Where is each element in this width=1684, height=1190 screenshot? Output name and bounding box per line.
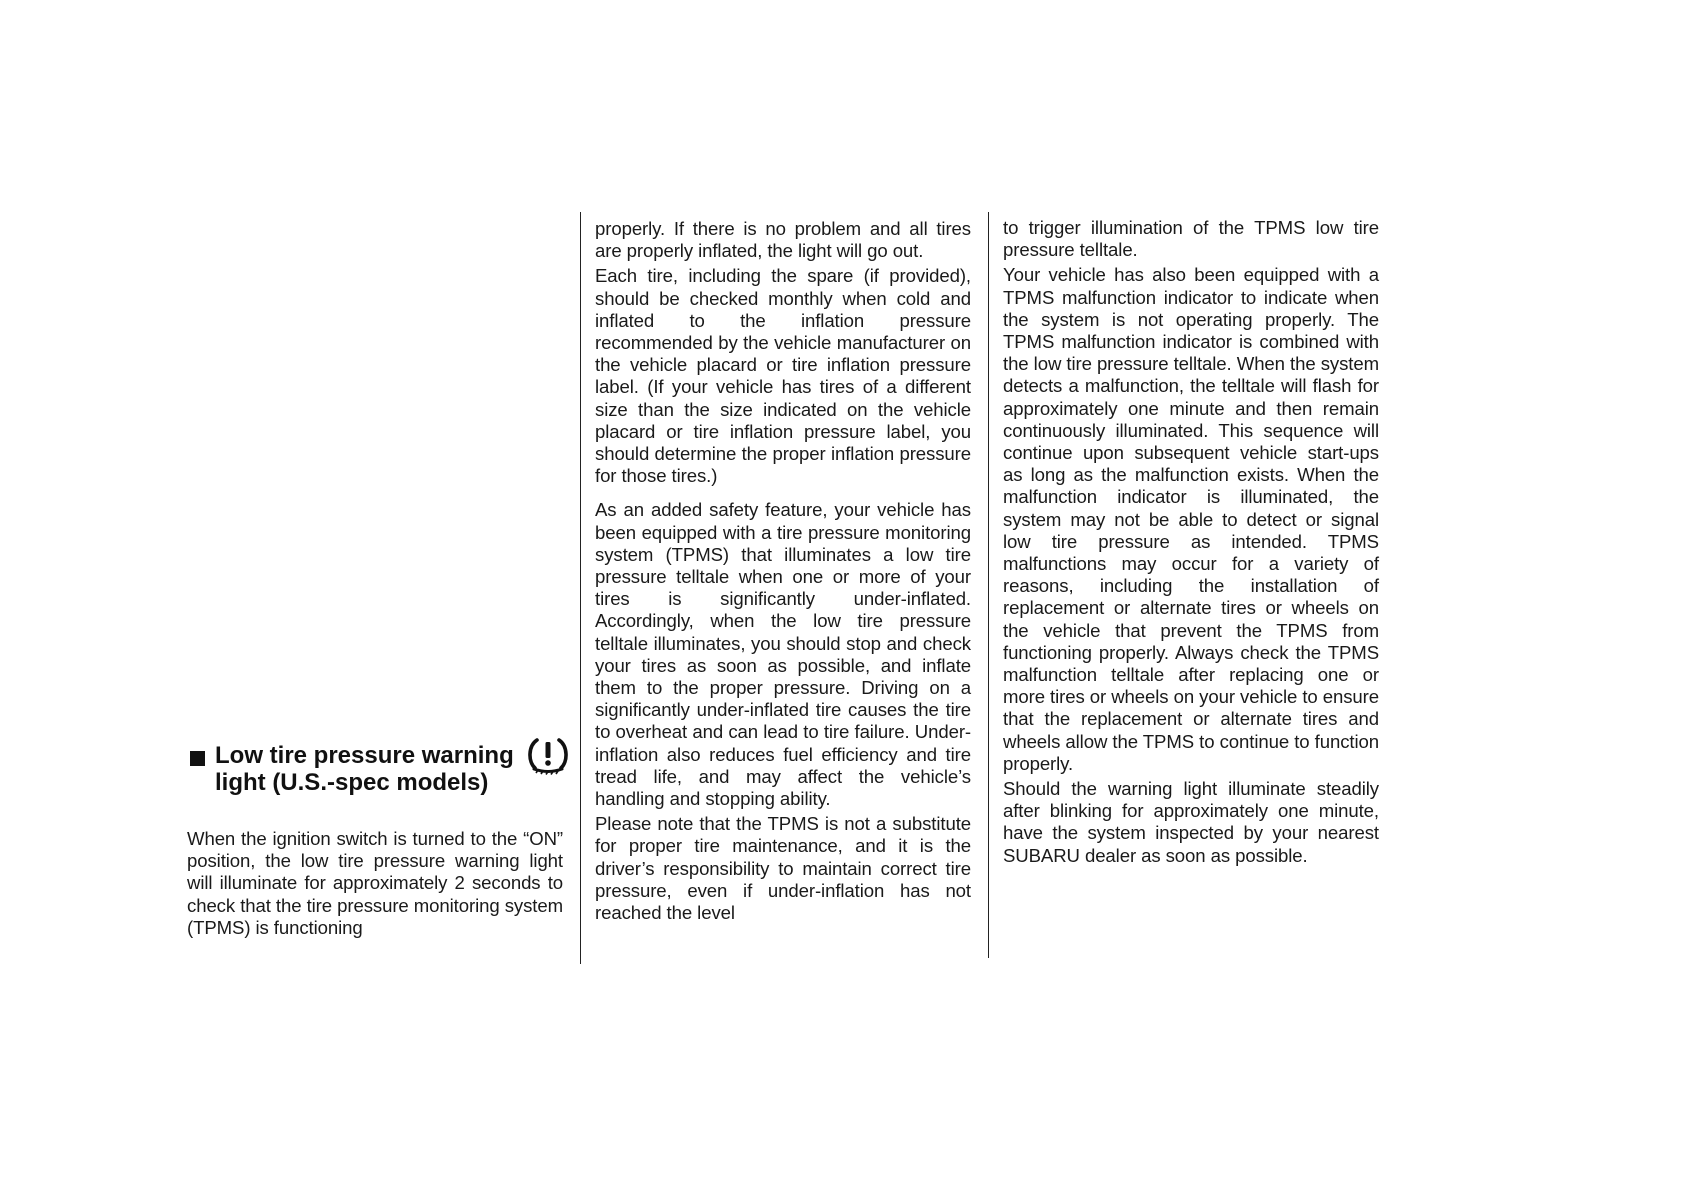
paragraph: properly. If there is no problem and all tires are properly inflated, the light will go out. bbox=[595, 218, 971, 262]
paragraph: As an added safety feature, your vehicle has been equipped with a tire pressure monitoring system (TPMS) that illuminates a low tire pressure telltale when one or more of your tires is significantly under-inflated. Accordingly, when the low tire pressure telltale illuminates, you should stop and check your tires as soon as possible, and inflate them to the proper pressure. Driving on a significantly under-inflated tire causes the tire to overheat and can lead to tire failure. Under-inflation also reduces fuel efficiency and tire tread life, and may affect the vehicle’s handling and stopping ability. bbox=[595, 499, 971, 810]
column-middle bbox=[595, 218, 971, 924]
heading-title: Low tire pressure warning light (U.S.-spec models) bbox=[215, 742, 514, 796]
column-divider-right bbox=[988, 212, 989, 958]
column-left bbox=[187, 828, 563, 939]
paragraph: Should the warning light illuminate steadily after blinking for approximately one minute, have the system inspected by your nearest SUBARU dealer as soon as possible. bbox=[1003, 778, 1379, 866]
paragraph: Your vehicle has also been equipped with a TPMS malfunction indicator to indicate when the system is not operating properly. The TPMS malfunction indicator is combined with the low tire pressure telltale. When the system detects a malfunction, the telltale will flash for approximately one minute and then remain continuously illuminated. This sequence will continue upon subsequent vehicle start-ups as long as the malfunction exists. When the malfunction indicator is illuminated, the system may not be able to detect or signal low tire pressure as intended. TPMS malfunctions may occur for a variety of reasons, including the installation of replacement or alternate tires or wheels on the vehicle that prevent the TPMS from functioning properly. Always check the TPMS malfunction telltale after replacing one or more tires or wheels on your vehicle to ensure that the replacement or alternate tires and wheels allow the TPMS to continue to function properly. bbox=[1003, 264, 1379, 774]
column-divider-left bbox=[580, 212, 581, 964]
paragraph: Each tire, including the spare (if provided), should be checked monthly when cold and inflated to the inflation pressure recommended by the vehicle manufacturer on the vehicle placard or tire inflation pressure label. (If your vehicle has tires of a different size than the size indicated on the vehicle placard or tire inflation pressure label, you should determine the proper inflation pressure for those tires.) bbox=[595, 265, 971, 487]
paragraph: Please note that the TPMS is not a substitute for proper tire maintenance, and it is the driver’s responsibility to maintain correct tire pressure, even if under-inflation has not reached the level bbox=[595, 813, 971, 924]
paragraph: When the ignition switch is turned to the “ON” position, the low tire pressure warning light will illuminate for approximately 2 seconds to check that the tire pressure monitoring system (TPMS) is functioning bbox=[187, 828, 563, 938]
tire-pressure-warning-icon bbox=[524, 736, 572, 776]
column-right bbox=[1003, 217, 1379, 867]
heading-bullet-square bbox=[190, 751, 205, 766]
paragraph: to trigger illumination of the TPMS low tire pressure telltale. bbox=[1003, 217, 1379, 261]
